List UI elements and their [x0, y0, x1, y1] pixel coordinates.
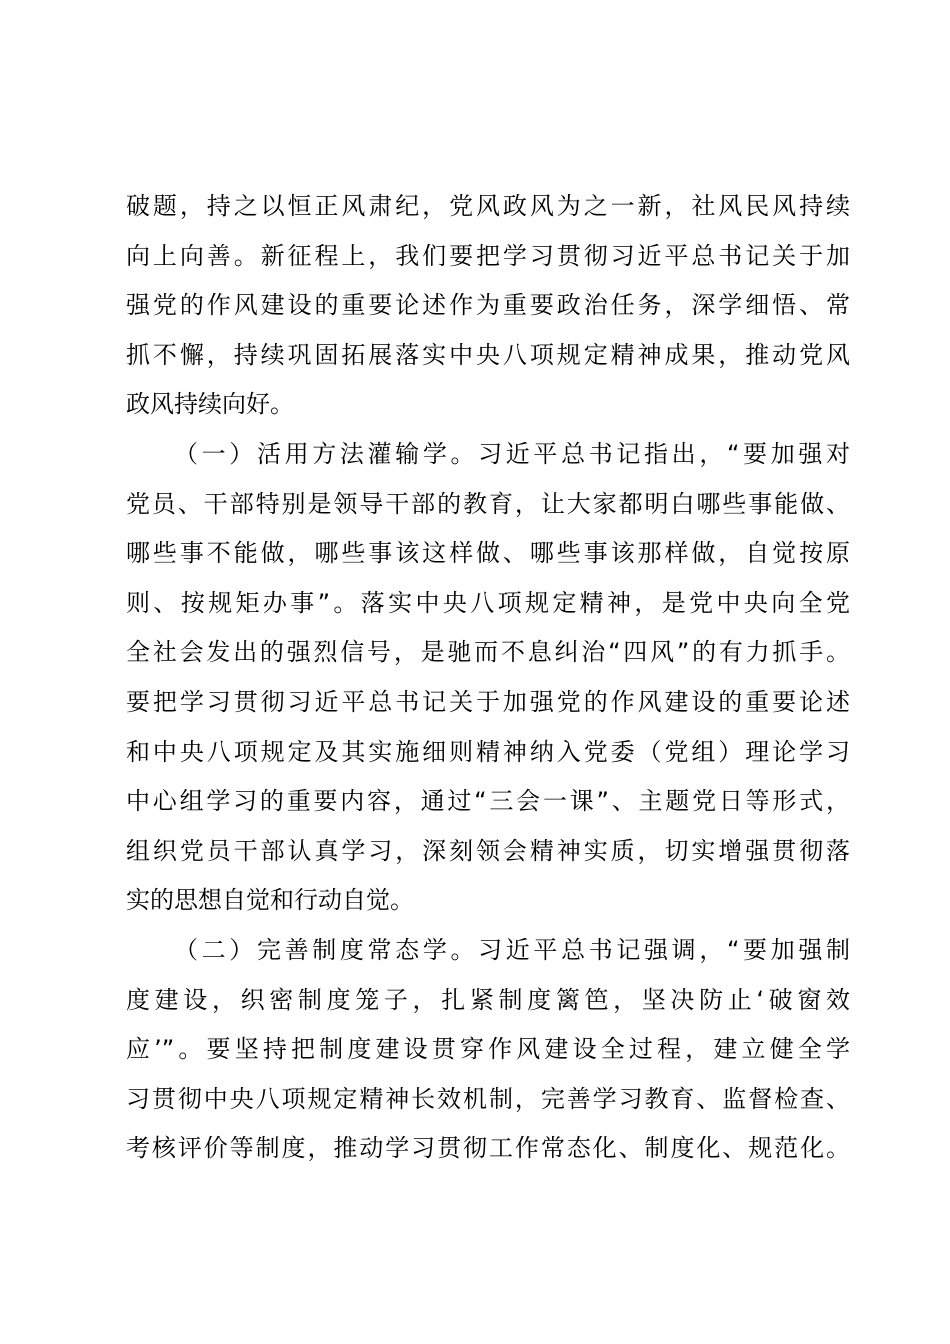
paragraph-section-one: [126, 430, 850, 926]
paragraph-section-two: [126, 926, 850, 1174]
text-line: 党员、干部特别是领导干部的教育，让大家都明白哪些事能做、: [126, 489, 850, 518]
text-line: 组织党员干部认真学习，深刻领会精神实质，切实增强贯彻落: [126, 836, 850, 865]
section-heading-line: （二）完善制度常态学。习近平总书记强调，“要加强制: [174, 935, 850, 964]
text-line: 向上向善。新征程上，我们要把学习贯彻习近平总书记关于加: [126, 241, 850, 270]
section-heading-line: （一）活用方法灌输学。习近平总书记指出，“要加强对: [174, 439, 850, 468]
text-line: 政风持续向好。: [126, 390, 294, 419]
text-line: 要把学习贯彻习近平总书记关于加强党的作风建设的重要论述: [126, 687, 850, 716]
paragraph-continued: [126, 182, 850, 430]
document-body: [126, 182, 850, 1174]
text-line: 习贯彻中央八项规定精神长效机制，完善学习教育、监督检查、: [126, 1084, 850, 1113]
text-line: 实的思想自觉和行动自觉。: [126, 886, 414, 915]
text-line: 度建设，织密制度笼子，扎紧制度篱笆，坚决防止‘破窗效: [126, 985, 850, 1014]
text-line: 考核评价等制度，推动学习贯彻工作常态化、制度化、规范化。: [126, 1134, 850, 1163]
text-line: 全社会发出的强烈信号，是驰而不息纠治“四风”的有力抓手。: [126, 638, 850, 667]
text-line: 应’”。要坚持把制度建设贯穿作风建设全过程，建立健全学: [126, 1035, 850, 1064]
text-line: 强党的作风建设的重要论述作为重要政治任务，深学细悟、常: [126, 291, 850, 320]
text-line: 中心组学习的重要内容，通过“三会一课”、主题党日等形式，: [126, 787, 850, 816]
text-line: 和中央八项规定及其实施细则精神纳入党委（党组）理论学习: [126, 737, 850, 766]
text-line: 抓不懈，持续巩固拓展落实中央八项规定精神成果，推动党风: [126, 340, 850, 369]
text-line: 哪些事不能做，哪些事该这样做、哪些事该那样做，自觉按原: [126, 539, 850, 568]
text-line: 破题，持之以恒正风肃纪，党风政风为之一新，社风民风持续: [126, 192, 850, 220]
text-line: 则、按规矩办事”。落实中央八项规定精神，是党中央向全党: [126, 588, 850, 617]
